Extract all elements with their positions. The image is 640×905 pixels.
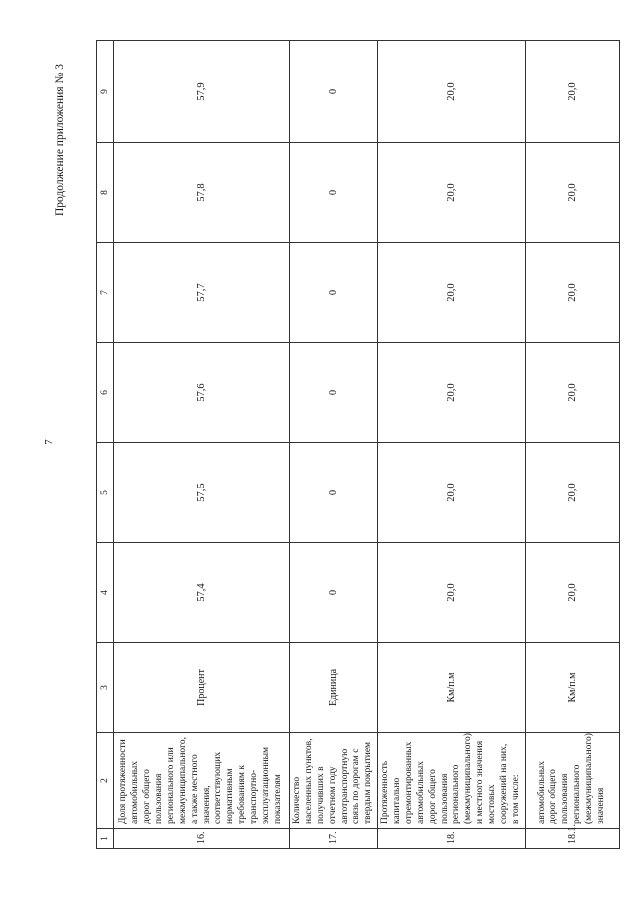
value-cell: 0: [290, 543, 378, 643]
header-cell: 5: [97, 443, 114, 543]
unit-cell: Единица: [290, 643, 378, 733]
unit-cell: Км/п.м: [525, 643, 619, 733]
header-cell: 2: [97, 733, 114, 829]
value-cell: 20,0: [378, 543, 526, 643]
table-row: [114, 41, 290, 849]
row-number: 18.: [378, 829, 526, 849]
row-number: 16.: [114, 829, 290, 849]
table-row: [378, 41, 526, 849]
value-cell: 20,0: [525, 243, 619, 343]
value-cell: 20,0: [525, 443, 619, 543]
value-cell: 20,0: [378, 343, 526, 443]
header-cell: 9: [97, 41, 114, 143]
value-cell: 57,8: [114, 143, 290, 243]
value-cell: 20,0: [525, 343, 619, 443]
value-cell: 0: [290, 41, 378, 143]
header-cell: 6: [97, 343, 114, 443]
value-cell: 57,5: [114, 443, 290, 543]
value-cell: 20,0: [525, 41, 619, 143]
value-cell: 0: [290, 343, 378, 443]
rotated-sheet: [96, 41, 606, 849]
value-cell: 57,4: [114, 543, 290, 643]
unit-cell: Процент: [114, 643, 290, 733]
value-cell: 0: [290, 443, 378, 543]
indicator-name: автомобильных дорог общего пользования регионального (межмуниципального) значения: [525, 733, 619, 829]
header-cell: 1: [97, 829, 114, 849]
page-number: 7: [42, 439, 55, 445]
indicators-table: [96, 40, 620, 849]
row-number: 18.1.: [525, 829, 619, 849]
value-cell: 20,0: [378, 41, 526, 143]
value-cell: 20,0: [525, 143, 619, 243]
row-number: 17.: [290, 829, 378, 849]
value-cell: 20,0: [525, 543, 619, 643]
header-cell: 3: [97, 643, 114, 733]
table-row: [290, 41, 378, 849]
value-cell: 57,9: [114, 41, 290, 143]
header-cell: 8: [97, 143, 114, 243]
value-cell: 20,0: [378, 443, 526, 543]
value-cell: 20,0: [378, 143, 526, 243]
header-row: [97, 41, 114, 849]
value-cell: 0: [290, 243, 378, 343]
indicator-name: Доля протяженности автомобильных дорог общего пользования регионального или межмуниципального, а также местного значения, соответствующих нормативным требованиям к транспортно-эксплуатационным показателям: [114, 733, 290, 829]
value-cell: 0: [290, 143, 378, 243]
header-cell: 4: [97, 543, 114, 643]
value-cell: 57,7: [114, 243, 290, 343]
indicator-name: Протяженность капитально отремонтированных автомобильных дорог общего пользования регионального (межмуниципального) и местного значения мостовых сооружений на них, в том числе:: [378, 733, 526, 829]
value-cell: 57,6: [114, 343, 290, 443]
indicator-name: Количество населенных пунктов, получивших в отчетном году автотранспортную связь по дорогам с твердым покрытием: [290, 733, 378, 829]
unit-cell: Км/п.м: [378, 643, 526, 733]
annex-title: Продолжение приложения № 3: [54, 63, 66, 217]
value-cell: 20,0: [378, 243, 526, 343]
header-cell: 7: [97, 243, 114, 343]
table-row: [525, 41, 619, 849]
